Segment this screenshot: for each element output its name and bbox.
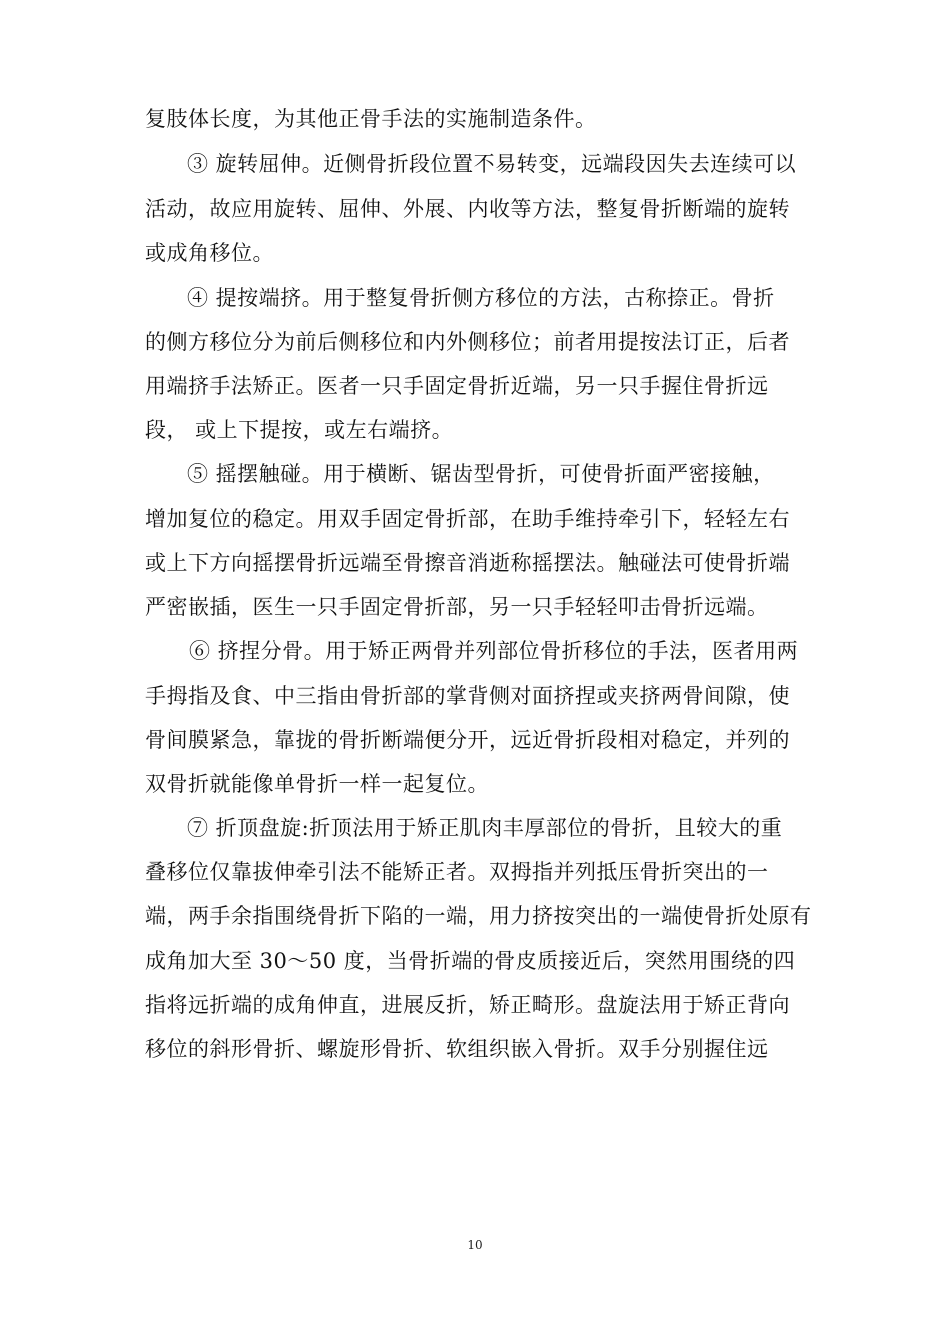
text-line: 用端挤手法矫正。医者一只手固定骨折近端，另一只手握住骨折远 [145,374,769,398]
text-line: 端，两手余指围绕骨折下陷的一端，用力挤按突出的一端使骨折处原有 [145,904,812,928]
text-line: 叠移位仅靠拔伸牵引法不能矫正者。双拇指并列抵压骨折突出的一 [145,860,769,884]
text-line: 或上下方向摇摆骨折远端至骨擦音消逝称摇摆法。触碰法可使骨折端 [145,551,790,575]
text-line: 移位的斜形骨折、螺旋形骨折、软组织嵌入骨折。双手分别握住远 [145,1037,769,1061]
page-number: 10 [467,1238,483,1252]
text-line: 骨间膜紧急，靠拢的骨折断端便分开，远近骨折段相对稳定，并列的 [145,728,790,752]
text-line: ④ 提按端挤。用于整复骨折侧方移位的方法，古称捺正。骨折 [187,286,775,310]
text-line: ⑥ 挤捏分骨。用于矫正两骨并列部位骨折移位的手法，医者用两 [189,639,799,663]
text-line: ③ 旋转屈伸。近侧骨折段位置不易转变，远端段因失去连续可以 [187,152,797,176]
text-line: 段， 或上下提按，或左右端挤。 [145,418,454,442]
text-line: 增加复位的稳定。用双手固定骨折部，在助手维持牵引下，轻轻左右 [145,507,790,531]
text-line: 成角加大至 30～50 度，当骨折端的骨皮质接近后，突然用围绕的四 [145,949,796,973]
text-line: 严密嵌插，医生一只手固定骨折部，另一只手轻轻叩击骨折远端。 [145,595,769,619]
text-line: 指将远折端的成角伸直，进展反折，矫正畸形。盘旋法用于矫正背向 [145,993,790,1017]
text-line: 复肢体长度，为其他正骨手法的实施制造条件。 [145,107,597,131]
text-line: 活动，故应用旋转、屈伸、外展、内收等方法，整复骨折断端的旋转 [145,197,790,221]
text-line: 的侧方移位分为前后侧移位和内外侧移位；前者用提按法订正，后者 [145,330,790,354]
text-line: ⑤ 摇摆触碰。用于横断、锯齿型骨折，可使骨折面严密接触， [187,462,775,486]
text-line: 或成角移位。 [145,241,274,265]
text-line: 双骨折就能像单骨折一样一起复位。 [145,772,489,796]
text-line: 手拇指及食、中三指由骨折部的掌背侧对面挤捏或夹挤两骨间隙，使 [145,684,790,708]
text-line: ⑦ 折顶盘旋:折顶法用于矫正肌肉丰厚部位的骨折，且较大的重 [187,816,783,840]
